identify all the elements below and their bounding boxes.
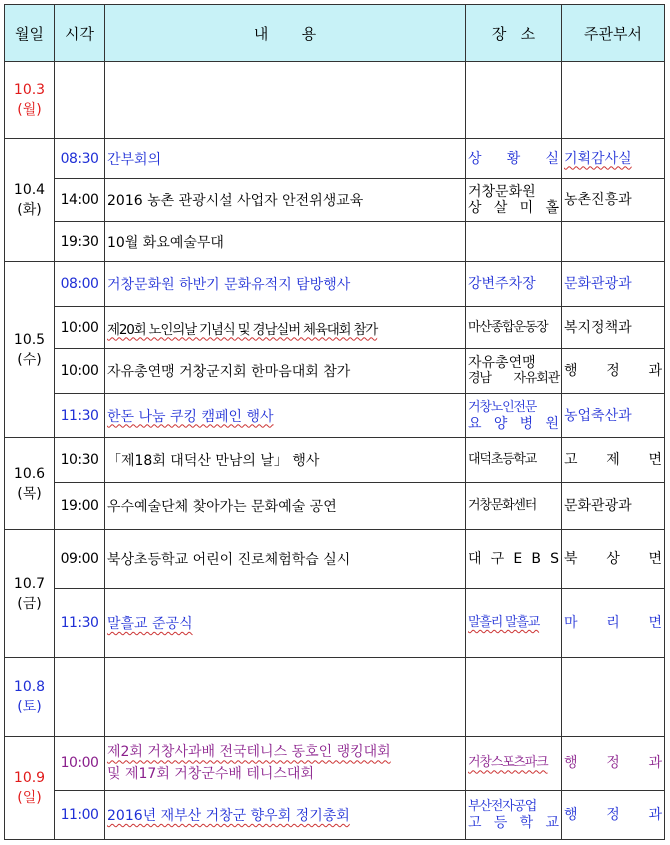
place-cell bbox=[466, 349, 562, 394]
place-cell bbox=[466, 657, 562, 736]
dept-text: 복지정책과 bbox=[564, 319, 632, 336]
time-cell: 14:00 bbox=[55, 179, 105, 221]
dept-text: 농업축산과 bbox=[564, 407, 632, 424]
table-row bbox=[5, 736, 665, 791]
content-cell: 2016 농촌 관광시설 사업자 안전위생교육 bbox=[105, 179, 466, 221]
place-line1: 거창문화원 bbox=[468, 184, 536, 201]
weekday-value: (수) bbox=[17, 351, 42, 368]
content-cell bbox=[105, 306, 466, 348]
place-line2: 고 등 학 교 bbox=[468, 815, 559, 832]
content-cell bbox=[105, 393, 466, 438]
place-cell bbox=[466, 791, 562, 840]
time-cell: 08:00 bbox=[55, 262, 105, 307]
date-cell bbox=[5, 657, 55, 736]
dept-cell bbox=[562, 791, 665, 840]
weekday-value: (월) bbox=[17, 101, 42, 118]
time-cell: 08:30 bbox=[55, 138, 105, 178]
content-text: 한돈 나눔 쿠킹 캠페인 행사 bbox=[107, 408, 274, 425]
time-cell: 10:00 bbox=[55, 736, 105, 791]
dept-cell bbox=[562, 221, 665, 261]
weekday-value: (토) bbox=[17, 698, 42, 715]
header-content bbox=[105, 5, 466, 62]
place-text: 거창문화센터 bbox=[468, 498, 537, 514]
date-value: 10.9 bbox=[13, 769, 46, 786]
dept-cell bbox=[562, 62, 665, 139]
date-value: 10.7 bbox=[13, 575, 46, 592]
dept-cell bbox=[562, 306, 665, 348]
header-content-label: 내 용 bbox=[253, 24, 317, 43]
dept-cell bbox=[562, 262, 665, 307]
place-cell bbox=[466, 138, 562, 178]
place-text: 강변주차장 bbox=[468, 276, 536, 293]
date-value: 10.8 bbox=[13, 678, 46, 695]
place-cell bbox=[466, 179, 562, 221]
date-cell bbox=[5, 138, 55, 261]
dept-cell bbox=[562, 138, 665, 178]
place-line2: 요 양 병 원 bbox=[468, 415, 559, 432]
place-text: 거창스포츠파크 bbox=[468, 755, 548, 771]
table-row bbox=[5, 588, 665, 657]
content-cell bbox=[105, 657, 466, 736]
content-cell bbox=[105, 736, 466, 791]
date-cell bbox=[5, 62, 55, 139]
dept-text: 고 제 면 bbox=[564, 452, 662, 468]
place-cell bbox=[466, 530, 562, 589]
dept-text: 행 정 과 bbox=[564, 755, 662, 772]
date-cell bbox=[5, 262, 55, 438]
date-cell bbox=[5, 438, 55, 530]
dept-cell bbox=[562, 393, 665, 438]
table-row bbox=[5, 179, 665, 221]
date-cell bbox=[5, 530, 55, 657]
header-date: 월일 bbox=[5, 5, 55, 62]
content-line1: 제2회 거창사과배 전국테니스 동호인 랭킹대회 bbox=[107, 744, 391, 761]
place-line1: 부산전자공업 bbox=[468, 799, 537, 815]
time-cell: 10:30 bbox=[55, 438, 105, 483]
place-cell bbox=[466, 482, 562, 530]
place-text: 대 구 E B S bbox=[468, 551, 559, 568]
content-cell: 자유총연맹 거창군지회 한마음대회 참가 bbox=[105, 349, 466, 394]
place-cell bbox=[466, 221, 562, 261]
dept-text: 행 정 과 bbox=[564, 363, 662, 379]
header-place bbox=[466, 5, 562, 62]
dept-text: 문화관광과 bbox=[564, 276, 632, 293]
content-cell: 「제18회 대덕산 만남의 날」 행사 bbox=[105, 438, 466, 483]
dept-cell bbox=[562, 438, 665, 483]
date-value: 10.3 bbox=[13, 81, 46, 98]
content-line2: 및 제17회 거창군수배 테니스대회 bbox=[107, 766, 314, 783]
header-time: 시각 bbox=[55, 5, 105, 62]
place-cell bbox=[466, 588, 562, 657]
table-row bbox=[5, 791, 665, 840]
table-row bbox=[5, 438, 665, 483]
table-row bbox=[5, 349, 665, 394]
place-cell bbox=[466, 262, 562, 307]
place-cell bbox=[466, 438, 562, 483]
dept-text: 마 리 면 bbox=[564, 614, 662, 631]
table-row bbox=[5, 138, 665, 178]
table-row bbox=[5, 62, 665, 139]
content-cell: 우수예술단체 찾아가는 문화예술 공연 bbox=[105, 482, 466, 530]
content-text: 제20회 노인의날 기념식 및 경남실버 체육대회 참가 bbox=[107, 321, 378, 338]
time-cell: 19:30 bbox=[55, 221, 105, 261]
place-cell bbox=[466, 62, 562, 139]
place-line1: 자유총연맹 bbox=[468, 355, 536, 371]
content-cell: 거창문화원 하반기 문화유적지 탐방행사 bbox=[105, 262, 466, 307]
time-cell bbox=[55, 657, 105, 736]
dept-text: 기획감사실 bbox=[564, 150, 632, 167]
time-cell: 11:30 bbox=[55, 393, 105, 438]
content-cell: 간부회의 bbox=[105, 138, 466, 178]
place-cell bbox=[466, 393, 562, 438]
content-cell bbox=[105, 791, 466, 840]
dept-cell bbox=[562, 349, 665, 394]
time-cell bbox=[55, 62, 105, 139]
place-text: 마산종합운동장 bbox=[468, 319, 548, 335]
time-cell: 09:00 bbox=[55, 530, 105, 589]
place-text: 상 황 실 bbox=[468, 150, 559, 167]
place-line2: 상 살 미 홀 bbox=[468, 200, 559, 217]
place-cell bbox=[466, 306, 562, 348]
table-row bbox=[5, 306, 665, 348]
header-dept: 주관부서 bbox=[562, 5, 665, 62]
table-row bbox=[5, 657, 665, 736]
table-row bbox=[5, 393, 665, 438]
place-line1: 거창노인전문 bbox=[468, 399, 537, 415]
dept-text: 북 상 면 bbox=[564, 551, 662, 568]
dept-cell bbox=[562, 588, 665, 657]
place-text: 말흘리 말흘교 bbox=[468, 614, 540, 630]
dept-text: 농촌진흥과 bbox=[564, 192, 632, 209]
date-value: 10.6 bbox=[13, 465, 46, 482]
time-cell: 11:00 bbox=[55, 791, 105, 840]
content-cell bbox=[105, 588, 466, 657]
dept-cell bbox=[562, 736, 665, 791]
dept-cell bbox=[562, 530, 665, 589]
content-cell: 10월 화요예술무대 bbox=[105, 221, 466, 261]
dept-text: 행 정 과 bbox=[564, 807, 662, 824]
dept-cell bbox=[562, 657, 665, 736]
place-text: 대덕초등학교 bbox=[468, 452, 537, 467]
time-cell: 10:00 bbox=[55, 349, 105, 394]
time-cell: 10:00 bbox=[55, 306, 105, 348]
time-cell: 19:00 bbox=[55, 482, 105, 530]
weekday-value: (목) bbox=[17, 485, 42, 502]
content-cell: 북상초등학교 어린이 진로체험학습 실시 bbox=[105, 530, 466, 589]
date-cell bbox=[5, 736, 55, 839]
time-cell: 11:30 bbox=[55, 588, 105, 657]
schedule-table bbox=[4, 4, 665, 840]
date-value: 10.5 bbox=[13, 331, 46, 348]
weekday-value: (일) bbox=[17, 789, 42, 806]
dept-cell bbox=[562, 179, 665, 221]
place-cell bbox=[466, 736, 562, 791]
weekday-value: (금) bbox=[17, 595, 42, 612]
date-value: 10.4 bbox=[13, 182, 46, 199]
table-row bbox=[5, 530, 665, 589]
weekday-value: (화) bbox=[17, 202, 42, 219]
header-place-label: 장 소 bbox=[491, 24, 536, 43]
dept-cell bbox=[562, 482, 665, 530]
place-line2: 경남 자유회관 bbox=[468, 371, 559, 386]
table-row bbox=[5, 221, 665, 261]
header-row bbox=[5, 5, 665, 62]
content-text: 말흘교 준공식 bbox=[107, 615, 193, 632]
table-row bbox=[5, 482, 665, 530]
content-cell bbox=[105, 62, 466, 139]
content-text: 2016년 재부산 거창군 향우회 정기총회 bbox=[107, 808, 350, 825]
dept-text: 문화관광과 bbox=[564, 498, 632, 515]
table-row bbox=[5, 262, 665, 307]
